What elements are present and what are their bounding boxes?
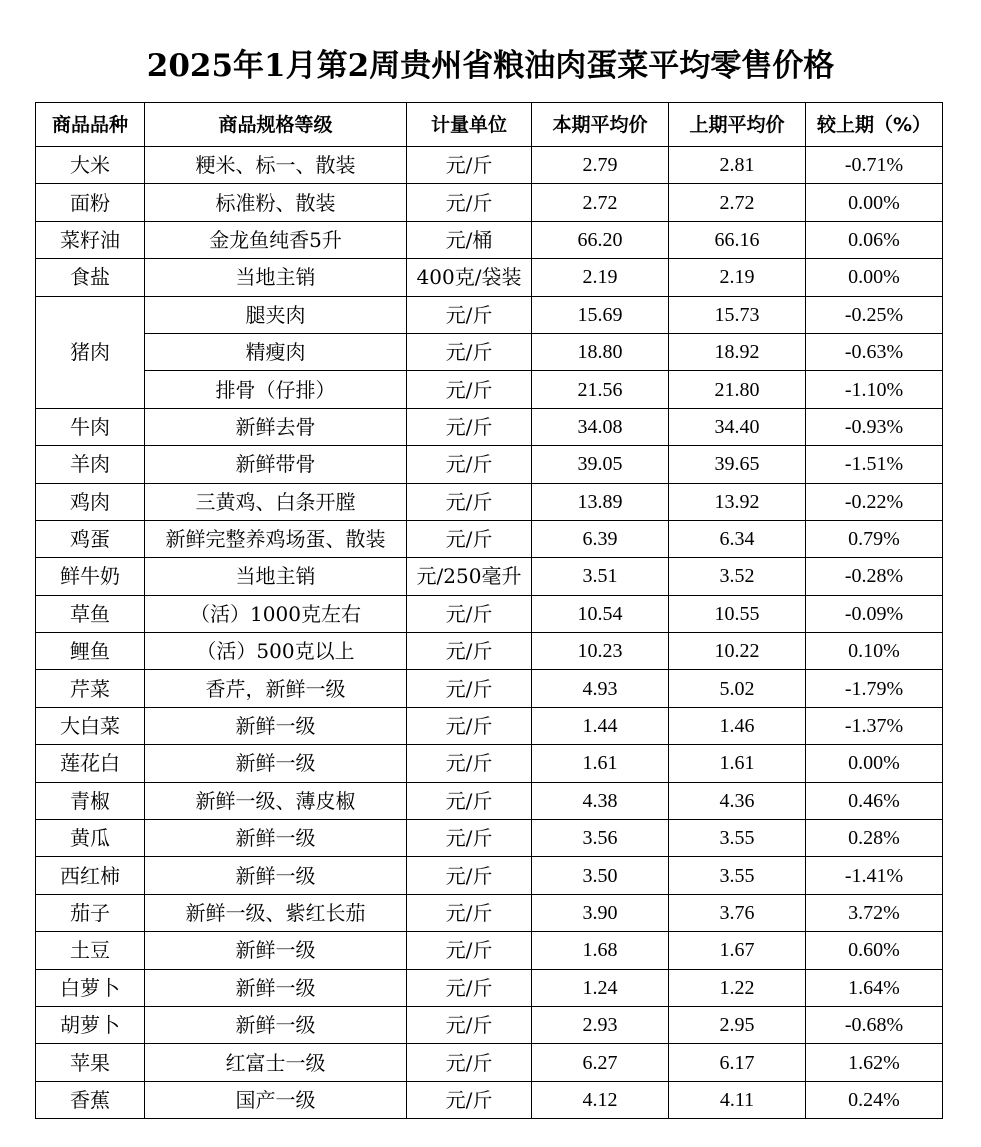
table-row — [36, 371, 943, 408]
previous-price-cell: 2.95 — [669, 1006, 806, 1043]
unit-cell: 元/斤 — [407, 745, 532, 782]
previous-price-cell: 15.73 — [669, 296, 806, 333]
unit-cell: 元/斤 — [407, 147, 532, 184]
current-price-cell: 13.89 — [532, 483, 669, 520]
unit-cell: 元/斤 — [407, 408, 532, 445]
header-current-price: 本期平均价 — [532, 103, 669, 147]
table-row — [36, 1006, 943, 1043]
current-price-cell: 39.05 — [532, 446, 669, 483]
header-commodity: 商品品种 — [36, 103, 145, 147]
unit-cell: 元/斤 — [407, 1044, 532, 1081]
header-change: 较上期（%） — [806, 103, 943, 147]
previous-price-cell: 10.22 — [669, 633, 806, 670]
current-price-cell: 2.19 — [532, 259, 669, 296]
spec-cell: 新鲜一级 — [145, 932, 407, 969]
spec-cell: 香芹，新鲜一级 — [145, 670, 407, 707]
commodity-cell: 鲜牛奶 — [36, 558, 145, 595]
commodity-cell: 猪肉 — [36, 296, 145, 408]
table-row — [36, 820, 943, 857]
current-price-cell: 3.51 — [532, 558, 669, 595]
spec-cell: 新鲜完整养鸡场蛋、散装 — [145, 520, 407, 557]
previous-price-cell: 3.76 — [669, 894, 806, 931]
spec-cell: （活）500克以上 — [145, 633, 407, 670]
previous-price-cell: 4.36 — [669, 782, 806, 819]
spec-cell: 精瘦肉 — [145, 333, 407, 370]
change-cell: 0.46% — [806, 782, 943, 819]
current-price-cell: 66.20 — [532, 221, 669, 258]
unit-cell: 元/斤 — [407, 296, 532, 333]
current-price-cell: 1.68 — [532, 932, 669, 969]
commodity-cell: 白萝卜 — [36, 969, 145, 1006]
previous-price-cell: 39.65 — [669, 446, 806, 483]
table-row — [36, 147, 943, 184]
current-price-cell: 2.79 — [532, 147, 669, 184]
current-price-cell: 1.24 — [532, 969, 669, 1006]
unit-cell: 元/斤 — [407, 333, 532, 370]
table-row — [36, 259, 943, 296]
commodity-cell: 鸡蛋 — [36, 520, 145, 557]
spec-cell: 三黄鸡、白条开膛 — [145, 483, 407, 520]
commodity-cell: 青椒 — [36, 782, 145, 819]
table-row — [36, 595, 943, 632]
previous-price-cell: 13.92 — [669, 483, 806, 520]
change-cell: 0.06% — [806, 221, 943, 258]
table-row — [36, 184, 943, 221]
change-cell: 1.64% — [806, 969, 943, 1006]
table-row — [36, 483, 943, 520]
previous-price-cell: 10.55 — [669, 595, 806, 632]
commodity-cell: 莲花白 — [36, 745, 145, 782]
header-previous-price: 上期平均价 — [669, 103, 806, 147]
spec-cell: 标准粉、散装 — [145, 184, 407, 221]
previous-price-cell: 21.80 — [669, 371, 806, 408]
change-cell: 0.00% — [806, 745, 943, 782]
current-price-cell: 2.72 — [532, 184, 669, 221]
spec-cell: 粳米、标一、散装 — [145, 147, 407, 184]
current-price-cell: 18.80 — [532, 333, 669, 370]
header-spec: 商品规格等级 — [145, 103, 407, 147]
change-cell: -0.09% — [806, 595, 943, 632]
unit-cell: 元/斤 — [407, 670, 532, 707]
change-cell: -0.71% — [806, 147, 943, 184]
unit-cell: 元/斤 — [407, 520, 532, 557]
unit-cell: 元/斤 — [407, 782, 532, 819]
unit-cell: 元/斤 — [407, 707, 532, 744]
change-cell: -0.68% — [806, 1006, 943, 1043]
table-header-row — [36, 103, 943, 147]
commodity-cell: 菜籽油 — [36, 221, 145, 258]
commodity-cell: 香蕉 — [36, 1081, 145, 1118]
current-price-cell: 2.93 — [532, 1006, 669, 1043]
commodity-cell: 面粉 — [36, 184, 145, 221]
table-row — [36, 221, 943, 258]
change-cell: -0.28% — [806, 558, 943, 595]
previous-price-cell: 1.46 — [669, 707, 806, 744]
previous-price-cell: 66.16 — [669, 221, 806, 258]
change-cell: -1.51% — [806, 446, 943, 483]
previous-price-cell: 4.11 — [669, 1081, 806, 1118]
change-cell: 0.24% — [806, 1081, 943, 1118]
spec-cell: 国产一级 — [145, 1081, 407, 1118]
table-row — [36, 782, 943, 819]
spec-cell: 当地主销 — [145, 259, 407, 296]
commodity-cell: 鸡肉 — [36, 483, 145, 520]
unit-cell: 元/斤 — [407, 446, 532, 483]
current-price-cell: 4.93 — [532, 670, 669, 707]
table-body — [36, 147, 943, 1119]
spec-cell: 新鲜一级、紫红长茄 — [145, 894, 407, 931]
unit-cell: 元/250毫升 — [407, 558, 532, 595]
change-cell: 0.10% — [806, 633, 943, 670]
commodity-cell: 土豆 — [36, 932, 145, 969]
change-cell: -0.22% — [806, 483, 943, 520]
unit-cell: 元/斤 — [407, 820, 532, 857]
table-row — [36, 969, 943, 1006]
current-price-cell: 10.54 — [532, 595, 669, 632]
unit-cell: 400克/袋装 — [407, 259, 532, 296]
previous-price-cell: 2.81 — [669, 147, 806, 184]
change-cell: -0.63% — [806, 333, 943, 370]
table-row — [36, 446, 943, 483]
previous-price-cell: 6.17 — [669, 1044, 806, 1081]
change-cell: 0.00% — [806, 259, 943, 296]
unit-cell: 元/斤 — [407, 633, 532, 670]
spec-cell: 排骨（仔排） — [145, 371, 407, 408]
change-cell: -1.41% — [806, 857, 943, 894]
spec-cell: 新鲜一级 — [145, 969, 407, 1006]
commodity-cell: 牛肉 — [36, 408, 145, 445]
current-price-cell: 10.23 — [532, 633, 669, 670]
header-unit: 计量单位 — [407, 103, 532, 147]
current-price-cell: 6.27 — [532, 1044, 669, 1081]
previous-price-cell: 1.61 — [669, 745, 806, 782]
previous-price-cell: 1.67 — [669, 932, 806, 969]
table-row — [36, 1044, 943, 1081]
spec-cell: （活）1000克左右 — [145, 595, 407, 632]
unit-cell: 元/斤 — [407, 1081, 532, 1118]
change-cell: 3.72% — [806, 894, 943, 931]
change-cell: -1.10% — [806, 371, 943, 408]
current-price-cell: 3.56 — [532, 820, 669, 857]
previous-price-cell: 3.55 — [669, 857, 806, 894]
change-cell: 0.00% — [806, 184, 943, 221]
table-row — [36, 558, 943, 595]
change-cell: 0.60% — [806, 932, 943, 969]
unit-cell: 元/斤 — [407, 184, 532, 221]
change-cell: -1.37% — [806, 707, 943, 744]
unit-cell: 元/斤 — [407, 371, 532, 408]
current-price-cell: 1.44 — [532, 707, 669, 744]
unit-cell: 元/斤 — [407, 483, 532, 520]
spec-cell: 新鲜一级、薄皮椒 — [145, 782, 407, 819]
table-row — [36, 520, 943, 557]
commodity-cell: 西红柿 — [36, 857, 145, 894]
current-price-cell: 3.50 — [532, 857, 669, 894]
previous-price-cell: 3.52 — [669, 558, 806, 595]
commodity-cell: 苹果 — [36, 1044, 145, 1081]
spec-cell: 腿夹肉 — [145, 296, 407, 333]
change-cell: -0.93% — [806, 408, 943, 445]
previous-price-cell: 3.55 — [669, 820, 806, 857]
commodity-cell: 鲤鱼 — [36, 633, 145, 670]
table-row — [36, 745, 943, 782]
unit-cell: 元/斤 — [407, 969, 532, 1006]
table-row — [36, 670, 943, 707]
current-price-cell: 6.39 — [532, 520, 669, 557]
spec-cell: 新鲜去骨 — [145, 408, 407, 445]
spec-cell: 新鲜一级 — [145, 707, 407, 744]
table-row — [36, 408, 943, 445]
change-cell: -1.79% — [806, 670, 943, 707]
current-price-cell: 4.38 — [532, 782, 669, 819]
previous-price-cell: 1.22 — [669, 969, 806, 1006]
spec-cell: 金龙鱼纯香5升 — [145, 221, 407, 258]
table-row — [36, 707, 943, 744]
unit-cell: 元/斤 — [407, 595, 532, 632]
commodity-cell: 芹菜 — [36, 670, 145, 707]
commodity-cell: 食盐 — [36, 259, 145, 296]
table-row — [36, 894, 943, 931]
commodity-cell: 黄瓜 — [36, 820, 145, 857]
commodity-cell: 大白菜 — [36, 707, 145, 744]
spec-cell: 新鲜带骨 — [145, 446, 407, 483]
previous-price-cell: 34.40 — [669, 408, 806, 445]
spec-cell: 当地主销 — [145, 558, 407, 595]
current-price-cell: 1.61 — [532, 745, 669, 782]
table-row — [36, 857, 943, 894]
change-cell: 0.79% — [806, 520, 943, 557]
current-price-cell: 3.90 — [532, 894, 669, 931]
current-price-cell: 15.69 — [532, 296, 669, 333]
spec-cell: 新鲜一级 — [145, 745, 407, 782]
previous-price-cell: 6.34 — [669, 520, 806, 557]
change-cell: 0.28% — [806, 820, 943, 857]
current-price-cell: 4.12 — [532, 1081, 669, 1118]
previous-price-cell: 5.02 — [669, 670, 806, 707]
spec-cell: 新鲜一级 — [145, 857, 407, 894]
table-row — [36, 932, 943, 969]
previous-price-cell: 2.19 — [669, 259, 806, 296]
change-cell: 1.62% — [806, 1044, 943, 1081]
commodity-cell: 胡萝卜 — [36, 1006, 145, 1043]
current-price-cell: 21.56 — [532, 371, 669, 408]
unit-cell: 元/斤 — [407, 1006, 532, 1043]
table-row — [36, 633, 943, 670]
unit-cell: 元/桶 — [407, 221, 532, 258]
spec-cell: 红富士一级 — [145, 1044, 407, 1081]
spec-cell: 新鲜一级 — [145, 1006, 407, 1043]
page-title: 2025年1月第2周贵州省粮油肉蛋菜平均零售价格 — [146, 48, 835, 84]
previous-price-cell: 18.92 — [669, 333, 806, 370]
commodity-cell: 羊肉 — [36, 446, 145, 483]
price-table — [35, 102, 943, 1119]
unit-cell: 元/斤 — [407, 932, 532, 969]
change-cell: -0.25% — [806, 296, 943, 333]
current-price-cell: 34.08 — [532, 408, 669, 445]
unit-cell: 元/斤 — [407, 894, 532, 931]
unit-cell: 元/斤 — [407, 857, 532, 894]
spec-cell: 新鲜一级 — [145, 820, 407, 857]
table-row — [36, 1081, 943, 1118]
table-row — [36, 296, 943, 333]
commodity-cell: 大米 — [36, 147, 145, 184]
commodity-cell: 茄子 — [36, 894, 145, 931]
commodity-cell: 草鱼 — [36, 595, 145, 632]
previous-price-cell: 2.72 — [669, 184, 806, 221]
table-row — [36, 333, 943, 370]
